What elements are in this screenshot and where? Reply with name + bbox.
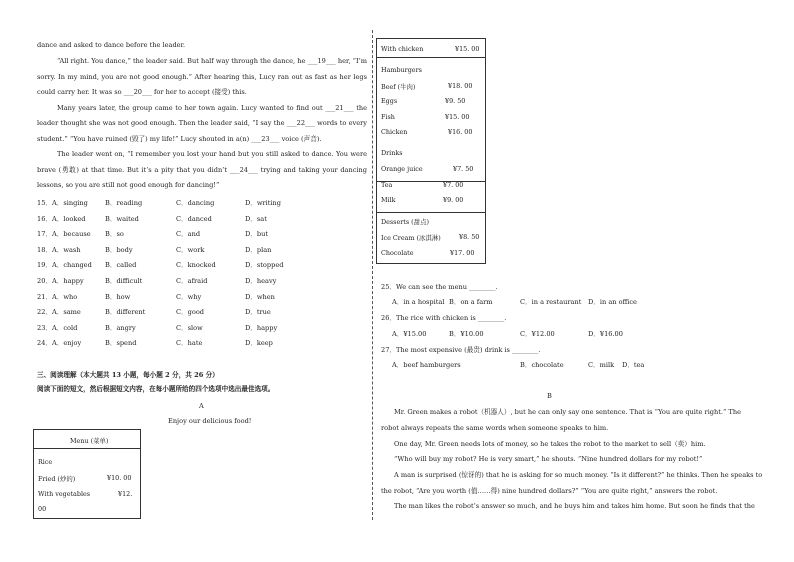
- menu-item: Ice Cream (冰淇淋): [381, 234, 441, 242]
- option-choice: B．reading: [105, 199, 143, 207]
- paragraph-1: [37, 54, 367, 101]
- passage-line: A man is surprised (惊讶的) that he is asking for so much money. “Is it different?” he thinks. Then he speaks to: [394, 471, 763, 479]
- passage-line: Mr. Green makes a robot（机器人）, but he can only say one sentence. That is “You are quite right.” The: [394, 408, 742, 416]
- option-question: 20．A．happy: [37, 277, 84, 285]
- passage-line: “Who will buy my robot? He is very smart,” he shouts. “Nine hundred dollars for my robot!”: [394, 455, 703, 463]
- menu-item: Rice: [38, 458, 53, 466]
- menu-item: Chicken: [381, 128, 408, 136]
- option-choice: C．good: [176, 308, 205, 317]
- option: A．¥15.00: [392, 330, 427, 338]
- menu-price: ¥15. 00: [445, 113, 470, 121]
- menu-box-left: [33, 429, 141, 519]
- blank-24: ___24___: [229, 165, 258, 174]
- section-instruction: 阅读下面的短文，然后根据短文内容，在每小题所给的四个选项中选出最佳选项。: [37, 385, 275, 393]
- option-choice: C．and: [176, 230, 201, 239]
- blank-21: ___21___: [325, 103, 354, 112]
- option-choice: B．spend: [105, 339, 137, 348]
- menu-category: Hamburgers: [381, 66, 422, 74]
- option-choice: D．true: [245, 308, 271, 317]
- blank-20: ___20___: [123, 88, 152, 96]
- option: D．¥16.00: [588, 330, 623, 338]
- section-heading: 三、阅读理解（本大题共 13 小题，每小题 2 分，共 26 分）: [37, 371, 219, 379]
- column-divider: [372, 30, 373, 520]
- option-question: 16．A．looked: [37, 214, 86, 223]
- text: the leader thought she was not good enough. Then the leader said, “I say the: [37, 103, 367, 127]
- option: A．beef hamburgers: [392, 361, 461, 369]
- menu-item: Tea: [381, 181, 393, 189]
- menu-item: Orange juice: [381, 165, 423, 173]
- passage-line: One day, Mr. Green needs lots of money, so he takes the robot to the market to sell（卖）him.: [394, 440, 706, 448]
- passage-line: the robot, “Are you worth (值……得) nine hundred dollars?” “You are quite right,” answers the robot.: [381, 487, 718, 495]
- option-choice: B．so: [105, 230, 124, 239]
- passage-subtitle: Enjoy our delicious food!: [168, 417, 252, 425]
- menu-item: Fish: [381, 113, 395, 121]
- option-choice: D．keep: [245, 339, 273, 348]
- menu-item: With vegetables: [38, 490, 91, 498]
- option: B．on a farm: [449, 298, 493, 306]
- option: C．milk: [588, 361, 615, 369]
- text: voice (声音).: [279, 134, 322, 143]
- option: D．tea: [622, 361, 645, 369]
- menu-price: ¥9. 00: [443, 196, 464, 204]
- option-choice: C．hate: [176, 339, 203, 348]
- option-choice: D．but: [245, 230, 268, 239]
- option-choice: C．dancing: [176, 199, 215, 207]
- passage-line: robot always repeats the same words when someone speaks to him.: [381, 424, 609, 432]
- paragraph-3: [37, 147, 367, 194]
- blank-19: ___19___: [307, 57, 336, 65]
- option: C．in a restaurant: [520, 298, 582, 306]
- menu-item: Eggs: [381, 97, 398, 105]
- menu-price: ¥7. 00: [443, 181, 464, 189]
- text: for her to accept (接受) this.: [151, 88, 247, 96]
- question-25: 25．We can see the menu ________.: [381, 283, 498, 291]
- cloze-passage: [37, 54, 367, 194]
- question-26: 26．The rice with chicken is ________.: [381, 314, 507, 322]
- option-choice: D．sat: [245, 214, 267, 223]
- option-choice: C．why: [176, 292, 202, 301]
- menu-price: ¥9. 50: [445, 97, 466, 105]
- option-choice: B．difficult: [105, 277, 143, 285]
- question-27: 27．The most expensive (最贵) drink is ________.: [381, 346, 541, 354]
- option-choice: D．plan: [245, 245, 272, 254]
- option-choice: B．body: [105, 245, 133, 254]
- menu-item: Chocolate: [381, 249, 414, 257]
- text: “All right. You dance,” the leader said. But half way through the dance, he: [57, 57, 308, 65]
- menu-price: ¥12.: [118, 490, 133, 498]
- option-choice: D．happy: [245, 323, 278, 332]
- menu-price: ¥16. 00: [448, 128, 473, 136]
- text: her, “I’m sorry. In my mind, you are not good enough.” After hearing this, Lucy ran out as fast as her legs could carry her. It was so: [37, 57, 367, 96]
- option-choice: D．writing: [245, 199, 282, 207]
- option-choice: B．how: [105, 292, 131, 301]
- option-question: 15．A．singing: [37, 199, 88, 207]
- blank-22: ___22___: [286, 119, 315, 127]
- option-choice: C．slow: [176, 323, 203, 332]
- menu-price: 00: [38, 505, 47, 513]
- option-choice: C．knocked: [176, 261, 216, 270]
- option-question: 22．A．same: [37, 308, 81, 317]
- option-question: 23．A．cold: [37, 323, 78, 332]
- menu-category: Drinks: [381, 149, 403, 157]
- passage-label-b: B: [547, 392, 552, 400]
- option: B．¥10.00: [449, 330, 484, 338]
- menu-item: Fried (炒的): [38, 475, 76, 483]
- menu-item: Milk: [381, 196, 396, 204]
- menu-item: Beef (牛肉): [381, 83, 416, 91]
- option-choice: D．when: [245, 292, 275, 301]
- option-choice: D．stopped: [245, 261, 284, 270]
- menu-price: ¥17. 00: [450, 249, 475, 257]
- menu-box-right: [376, 38, 486, 264]
- option-question: 18．A．wash: [37, 245, 81, 254]
- option-choice: B．called: [105, 261, 137, 270]
- option: B．chocolate: [520, 361, 564, 369]
- option-choice: B．angry: [105, 323, 136, 332]
- passage-line: The man likes the robot’s answer so much, and he buys him and takes him home. But soon he finds that the: [394, 502, 755, 510]
- option-choice: B．waited: [105, 214, 139, 223]
- option-choice: C．afraid: [176, 277, 208, 285]
- blank-23: ___23___: [251, 134, 280, 143]
- text: Many years later, the group came to her town again. Lucy wanted to find out: [57, 103, 326, 112]
- menu-item: With chicken: [381, 45, 424, 53]
- option-question: 21．A．who: [37, 292, 78, 301]
- option-choice: D．heavy: [245, 277, 277, 285]
- option-choice: C．danced: [176, 214, 212, 223]
- option-choice: C．work: [176, 245, 205, 254]
- menu-price: ¥10. 00: [107, 474, 132, 482]
- option: A．in a hospital: [392, 298, 445, 306]
- option: C．¥12.00: [520, 330, 555, 338]
- option-choice: B．different: [105, 308, 146, 317]
- text: trying and taking your dancing lessons, so you are still not good enough for dancing!”: [37, 165, 368, 189]
- text: The leader went on, “I remember you lost your hand but you still asked to dance. You were brave (勇敢) at that time. But it’s a pity that you didn’t: [37, 150, 367, 174]
- option-question: 24．A．enjoy: [37, 339, 82, 348]
- menu-price: ¥7. 50: [453, 165, 474, 173]
- passage-label-a: A: [199, 402, 204, 410]
- paragraph-2: [37, 101, 367, 148]
- menu-price: ¥18. 00: [448, 82, 473, 90]
- option-question: 17．A．because: [37, 230, 91, 239]
- text: words to every student.” “You have ruined (毁了) my life!” Lucy shouted in a(n): [37, 119, 367, 143]
- menu-title: Menu (菜单): [70, 437, 109, 445]
- passage-line: dance and asked to dance before the leader.: [37, 41, 186, 49]
- menu-price: ¥15. 00: [455, 45, 480, 53]
- option: D．in an office: [588, 298, 637, 306]
- option-question: 19．A．changed: [37, 261, 92, 270]
- menu-price: ¥8. 50: [459, 233, 480, 241]
- menu-category: Desserts (甜点): [381, 218, 429, 226]
